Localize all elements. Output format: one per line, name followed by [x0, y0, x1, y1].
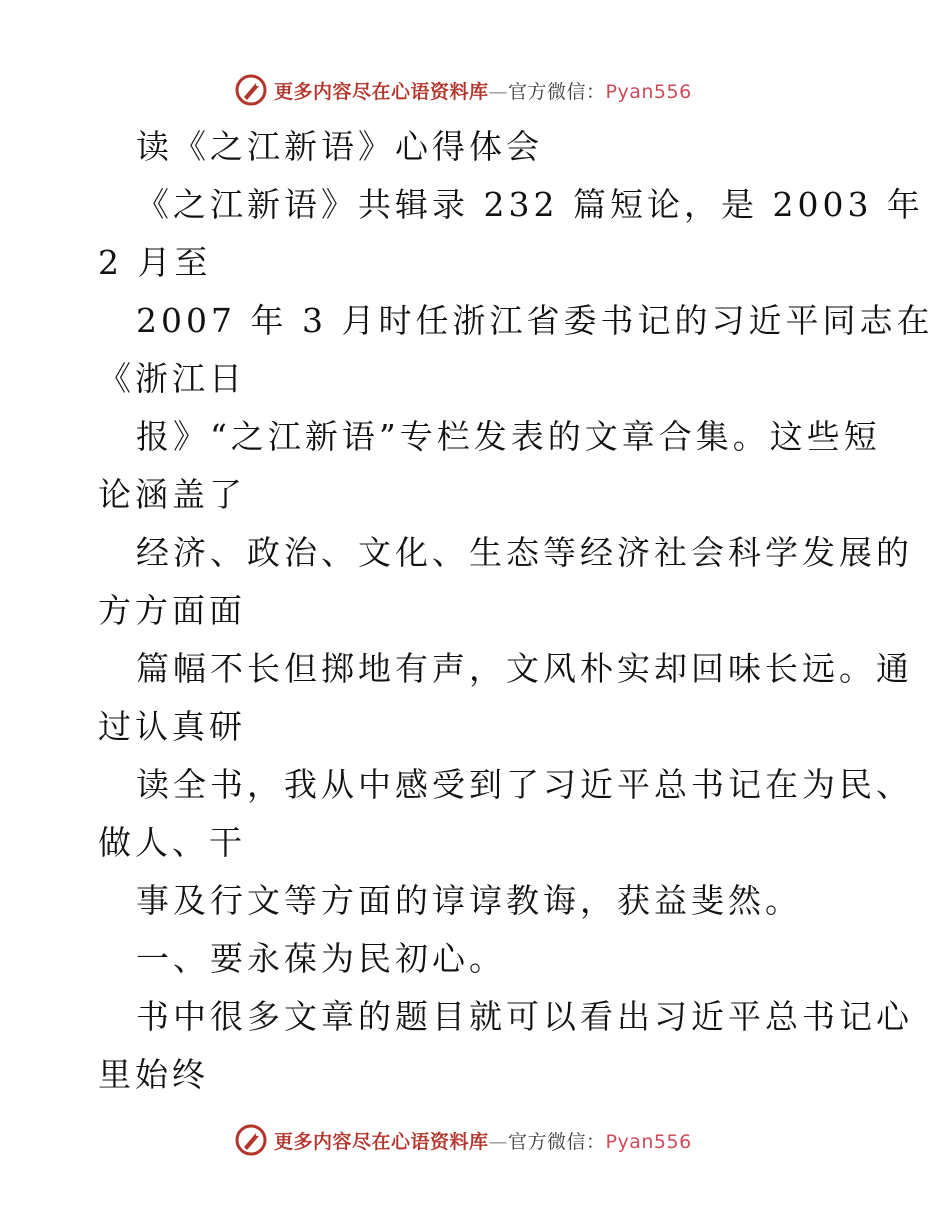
watermark-text — [274, 1127, 692, 1154]
watermark-wechat-label: 官方微信： — [508, 1130, 606, 1153]
watermark-brand: 更多内容尽在心语资料库 — [274, 80, 489, 103]
watermark-wechat-id: Pyan556 — [605, 80, 692, 103]
text-line: 书中很多文章的题目就可以看出习近平总书记心 — [136, 997, 913, 1036]
text-line: 做人、干 — [98, 823, 246, 862]
text-line: 2007 年 3 月时任浙江省委书记的习近平同志在 — [136, 301, 934, 340]
watermark-wechat-id: Pyan556 — [605, 1130, 692, 1153]
text-line: 事及行文等方面的谆谆教诲，获益斐然。 — [136, 881, 802, 920]
text-line: 2 月至 — [98, 243, 212, 282]
text-line: 报》“之江新语”专栏发表的文章合集。这些短 — [136, 417, 881, 456]
text-line: 过认真研 — [98, 707, 246, 746]
text-line: 方方面面 — [98, 591, 246, 630]
text-line: 《浙江日 — [98, 359, 246, 398]
text-line: 篇幅不长但掷地有声，文风朴实却回味长远。通 — [136, 649, 913, 688]
watermark-separator: — — [488, 80, 509, 103]
pen-nib-logo-icon — [234, 73, 268, 107]
footer-watermark — [234, 1120, 754, 1160]
text-line: 论涵盖了 — [98, 475, 246, 514]
text-line: 读全书，我从中感受到了习近平总书记在为民、 — [136, 765, 913, 804]
watermark-text — [274, 77, 692, 104]
document-body — [98, 118, 934, 1104]
text-line: 一、要永葆为民初心。 — [136, 939, 506, 978]
text-line: 《之江新语》共辑录 232 篇短论，是 2003 年 — [136, 185, 924, 224]
text-line: 经济、政治、文化、生态等经济社会科学发展的 — [136, 533, 913, 572]
watermark-separator: — — [488, 1130, 509, 1153]
document-title: 读《之江新语》心得体会 — [136, 127, 543, 166]
text-line: 里始终 — [98, 1055, 209, 1094]
header-watermark — [234, 70, 754, 110]
pen-nib-logo-icon — [234, 1123, 268, 1157]
watermark-brand: 更多内容尽在心语资料库 — [274, 1130, 489, 1153]
watermark-wechat-label: 官方微信： — [508, 80, 606, 103]
